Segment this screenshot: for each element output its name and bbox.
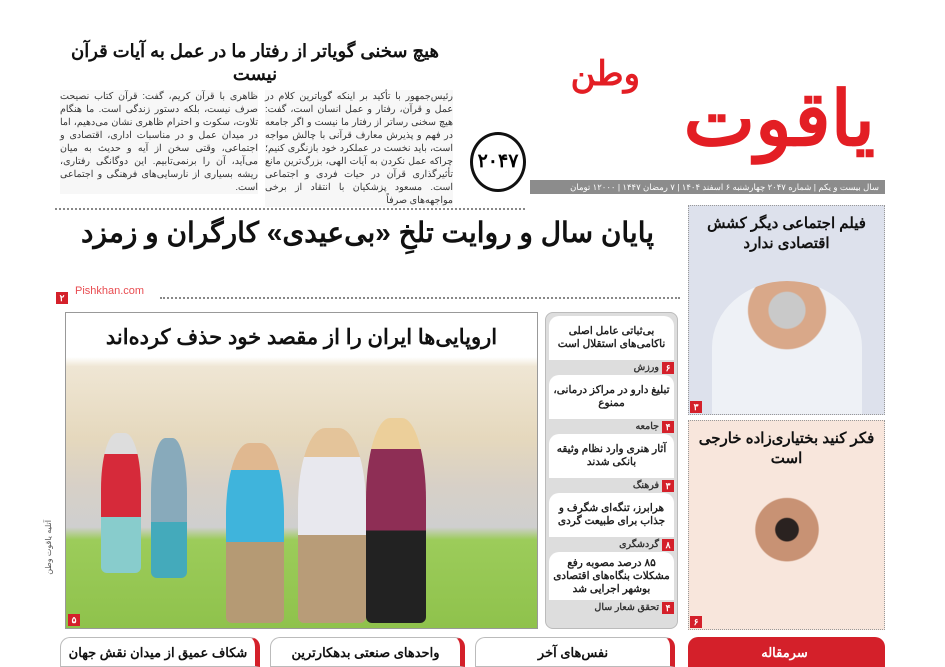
section-label: جامعه [635,421,659,432]
page-badge: ۸ [662,539,674,551]
logo-main: یاقوت [683,77,875,162]
logo-sub: وطن [570,55,640,93]
section-label: تحقق شعار سال [594,602,659,613]
section-label: فرهنگ [632,480,659,491]
sidebar-story-title: فکر کنید بختیاری‌زاده خارجی است [698,430,875,467]
person-photo [712,281,862,414]
brief-item[interactable]: آثار هنری وارد نظام وثیقه بانکی شدند [549,434,674,478]
photo-story-headline: اروپایی‌ها ایران را از مقصد خود حذف کرده‌اند [105,326,498,349]
brief-section [549,360,674,375]
sidebar-story[interactable] [688,420,885,630]
brief-item[interactable]: هرابرز، تنگه‌ای شگرف و جذاب برای طبیعت گردی [549,493,674,537]
photo-story[interactable] [65,312,538,629]
page-badge: ۶ [690,616,702,628]
editorial-card[interactable]: سرمقاله [688,637,885,667]
top-story-column-left: ظاهری با قرآن کریم، گفت: قرآن کتاب نصیحت صرف نیست، بلکه دستور زندگی است. ما هنگام تلاوت، سکوت و احترام ظاهری نشان می‌دهیم، اما در میدان عمل و در مناسبات اداری، اقتصادی و اجتماعی، وقتی سخن از آیه و حدیث به میان می‌آید، آن را برنمی‌تابیم. این دوگانگی رفتاری، ریشه بسیاری از نارسایی‌های فرهنگی و اجتماعی است. [60,91,258,193]
section-label: ورزش [633,362,659,373]
brief-section [549,600,674,615]
photo-person [298,428,366,623]
watermark: Pishkhan.com [75,285,145,297]
brief-section [549,537,674,552]
divider [160,297,680,299]
page-badge: ۲ [56,292,68,304]
page-badge: ۳ [690,401,702,413]
bottom-card[interactable]: شکاف عمیق از میدان نقش جهان [60,637,260,667]
sidebar-story[interactable] [688,205,885,415]
page-badge: ۳ [662,480,674,492]
date-line: سال بیست و یکم | شماره ۲۰۴۷ چهارشنبه ۶ اسفند ۱۴۰۴ | ۷ رمضان ۱۴۴۷ | ۱۲۰۰۰ تومان [530,180,885,194]
page-badge: ۴ [662,421,674,433]
photo-person [226,443,284,623]
photo-person [366,418,426,623]
photo-person [151,438,187,578]
masthead-logo [535,52,885,178]
main-headline[interactable]: پایان سال و روایت تلخِ «بی‌عیدی» کارگران و زمزد [80,217,655,248]
bottom-card[interactable]: نفس‌های آخر [475,637,675,667]
page-badge: ۵ [68,614,80,626]
bottom-card[interactable]: واحدهای صنعتی بدهکارترین [270,637,465,667]
briefs-column [545,312,678,629]
brief-item[interactable]: ۸۵ درصد مصوبه رفع مشکلات بنگاه‌های اقتصادی بوشهر اجرایی شد [549,552,674,600]
top-story-column-right: رئیس‌جمهور با تأکید بر اینکه گویاترین کلام در عمل و قرآن، رفتار و عمل انسان است، گفت: هیچ سخنی رساتر از رفتار ما نیست و اگر جامعه در فهم و پذیرش معارف قرآنی با چالش مواجه است، باید نخست در عملکرد خود بازنگری کنیم؛ چراکه عمل نکردن به آیات الهی، بزرگ‌ترین مانع تأثیرگذاری قرآن در حیات فردی و اجتماعی است. مسعود پزشکیان با انتقاد از برخی مواجهه‌های صرفاً [265,91,453,206]
page-badge: ۶ [662,362,674,374]
brief-section [549,478,674,493]
issue-badge: ۲۰۴۷ [470,132,526,192]
brief-item[interactable]: بی‌ثباتی عامل اصلی ناکامی‌های استقلال است [549,316,674,360]
brief-item[interactable]: تبلیغ دارو در مراکز درمانی، ممنوع [549,375,674,419]
sidebar-story-title: فیلم اجتماعی دیگر کشش اقتصادی ندارد [707,215,866,252]
photo-credit: آتلیه یاقوت وطن [44,520,53,575]
brief-section [549,419,674,434]
photo-person [101,433,141,573]
person-photo [712,491,862,629]
section-label: گردشگری [619,539,659,550]
divider [55,208,525,210]
page-badge: ۴ [662,602,674,614]
top-story-headline[interactable]: هیچ سخنی گویاتر از رفتار ما در عمل به آیات قرآن نیست [70,41,440,84]
